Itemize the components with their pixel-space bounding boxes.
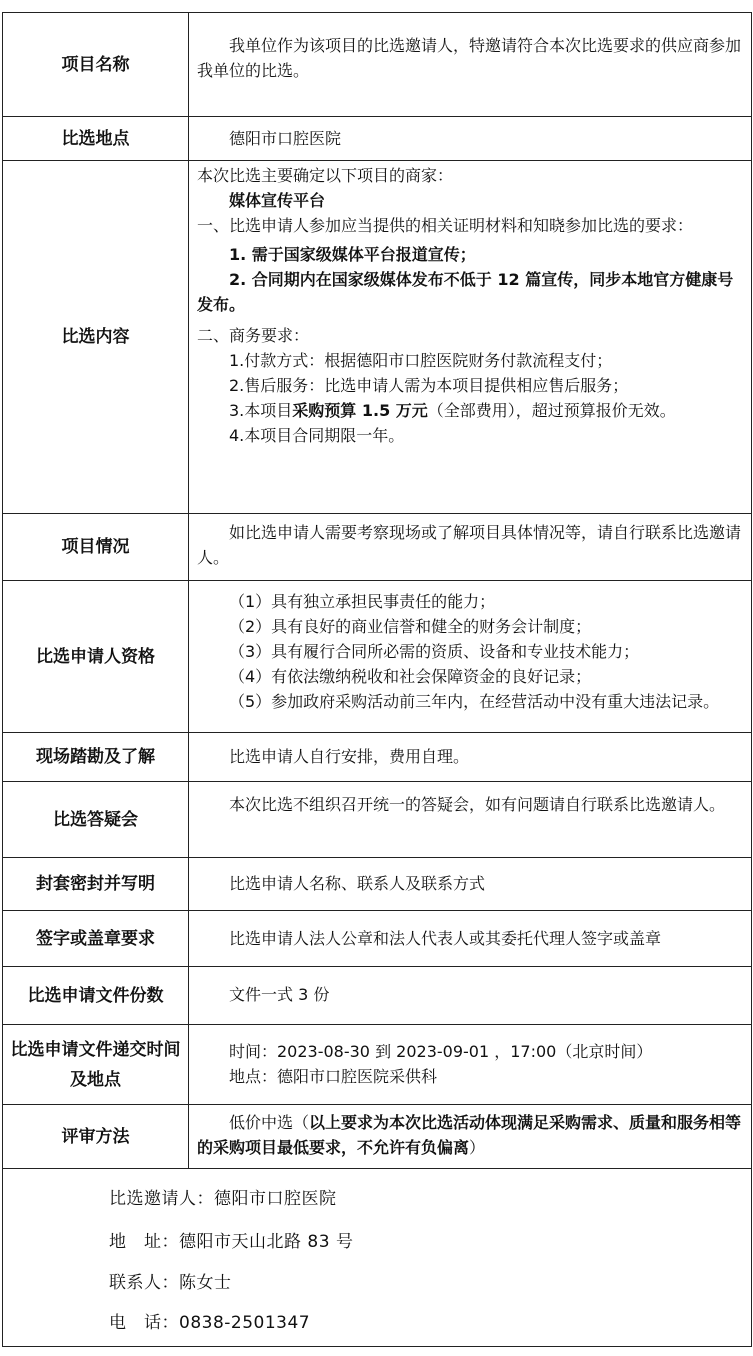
row-label: 项目情况 bbox=[3, 514, 189, 580]
row-value: 文件一式 3 份 bbox=[229, 985, 330, 1004]
budget-line: 3.本项目采购预算 1.5 万元（全部费用），超过预算报价无效。 bbox=[229, 401, 676, 420]
row-label: 比选申请文件份数 bbox=[3, 967, 189, 1024]
table-row bbox=[3, 161, 751, 514]
address: 地 址：德阳市天山北路 83 号 bbox=[109, 1232, 354, 1252]
row-label: 项目名称 bbox=[3, 13, 189, 116]
table-row bbox=[3, 117, 751, 161]
row-label: 评审方法 bbox=[3, 1105, 189, 1168]
table-row bbox=[3, 13, 751, 117]
row-value: （1）具有独立承担民事责任的能力； （2）具有良好的商业信誉和健全的财务会计制度； （3）具有履行合同所必需的资质、设备和专业技术能力； （4）有依法缴纳税收和社会保障资金的良好记录； （5）参加政府采购活动前三年内，在经营活动中没有重大违法记录。 bbox=[229, 592, 720, 711]
table-row bbox=[3, 858, 751, 911]
info-table bbox=[2, 12, 752, 1169]
table-row bbox=[3, 514, 751, 581]
row-value: 如比选申请人需要考察现场或了解项目具体情况等，请自行联系比选邀请人。 bbox=[197, 523, 742, 567]
row-label: 比选内容 bbox=[3, 161, 189, 513]
row-value: 比选申请人名称、联系人及联系方式 bbox=[229, 874, 486, 893]
row-label: 封套密封并写明 bbox=[3, 858, 189, 910]
inviter: 比选邀请人：德阳市口腔医院 bbox=[109, 1189, 337, 1209]
table-row bbox=[3, 581, 751, 733]
contact-person: 联系人：陈女士 bbox=[109, 1273, 232, 1293]
row-value: 比选申请人自行安排，费用自理。 bbox=[229, 747, 470, 766]
row-value: 本次比选不组织召开统一的答疑会，如有问题请自行联系比选邀请人。 bbox=[229, 795, 726, 814]
row-value: 比选申请人法人公章和法人代表人或其委托代理人签字或盖章 bbox=[229, 929, 662, 948]
row-label: 比选申请人资格 bbox=[3, 581, 189, 732]
row-value: 时间：2023-08-30 到 2023-09-01 ，17:00（北京时间） 地点：德阳市口腔医院采供科 bbox=[229, 1042, 653, 1086]
row-value: 本次比选主要确定以下项目的商家： 媒体宣传平台 一、比选申请人参加应当提供的相关证明材料和知晓参加比选的要求： 1. 需于国家级媒体平台报道宣传； 2. 合同期内在国家级媒体发布不低于 12 篇宣传，同步本地官方健康号发布。 二、商务要求： 1.付款方式：根据德阳市口腔医院财务付款流程支付； 2.售后服务：比选申请人需为本项目提供相应售后服务； 3.本项目采购预算 1.5 万元（全部费用），超过预算报价无效。 4.本项目合同期限一年。 bbox=[189, 161, 751, 513]
table-row bbox=[3, 733, 751, 782]
row-label: 比选答疑会 bbox=[3, 782, 189, 857]
table-row bbox=[3, 782, 751, 858]
row-label: 比选申请文件递交时间及地点 bbox=[3, 1025, 189, 1104]
review-method: 低价中选（以上要求为本次比选活动体现满足采购需求、质量和服务相等的采购项目最低要求，不允许有负偏离） bbox=[197, 1113, 742, 1157]
row-value: 我单位作为该项目的比选邀请人，特邀请符合本次比选要求的供应商参加我单位的比选。 bbox=[197, 36, 742, 80]
row-label: 签字或盖章要求 bbox=[3, 911, 189, 966]
phone: 电 话：0838-2501347 bbox=[109, 1313, 311, 1333]
row-value: 德阳市口腔医院 bbox=[229, 129, 342, 148]
row-label: 现场踏勘及了解 bbox=[3, 733, 189, 781]
table-row bbox=[3, 911, 751, 967]
table-row bbox=[3, 1025, 751, 1105]
contact-block bbox=[2, 1156, 752, 1347]
row-label: 比选地点 bbox=[3, 117, 189, 160]
table-row bbox=[3, 967, 751, 1025]
